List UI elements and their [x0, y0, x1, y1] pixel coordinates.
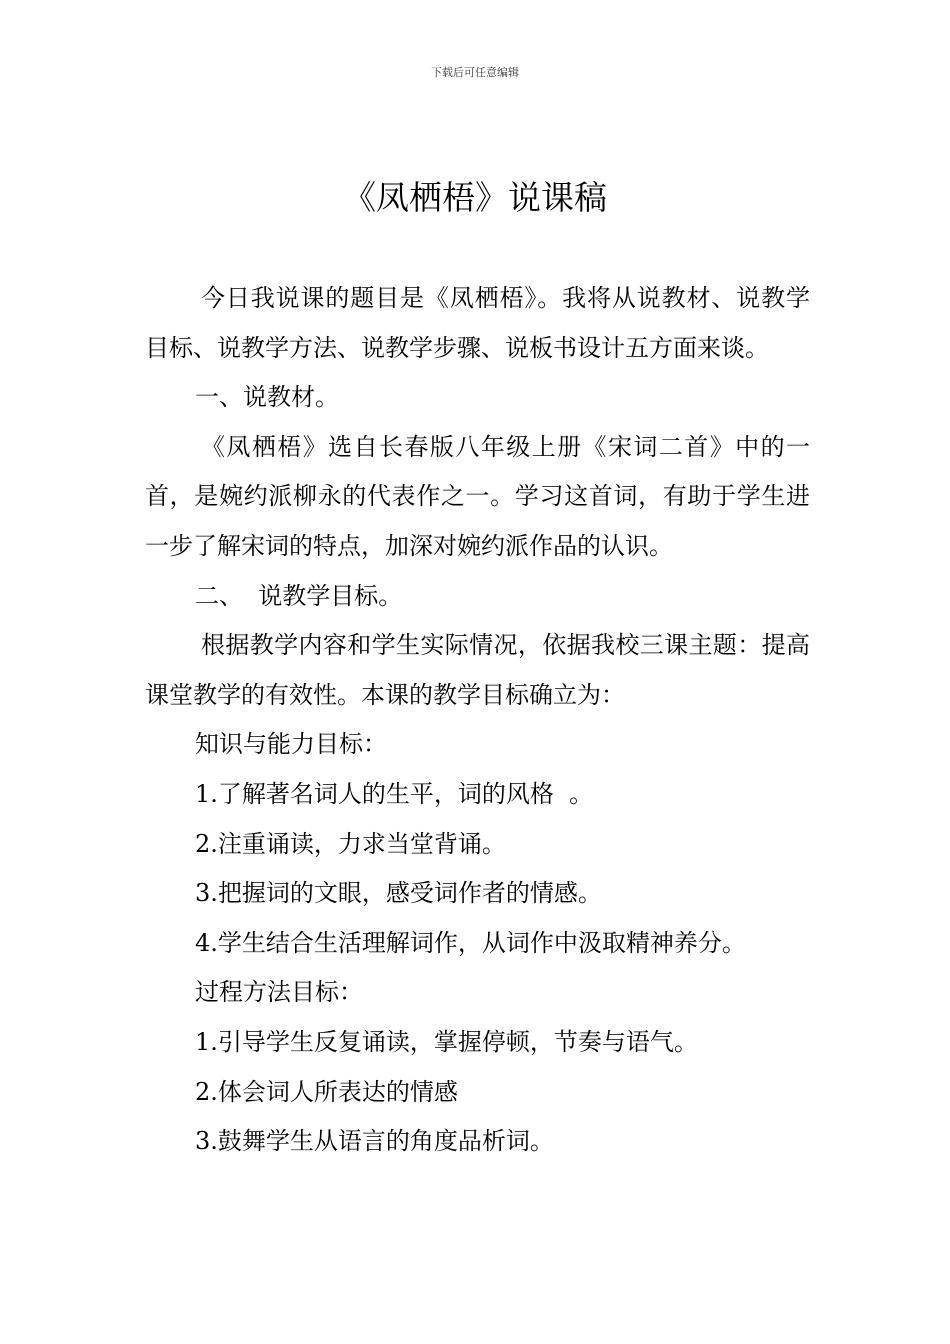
list-item: 1.了解著名词人的生平，词的风格 。	[195, 779, 594, 808]
list-item: 2.体会词人所表达的情感	[195, 1077, 458, 1106]
list-item: 1.引导学生反复诵读，掌握停顿，节奏与语气。	[195, 1027, 698, 1056]
list-item: 3.把握词的文眼，感受词作者的情感。	[195, 879, 602, 908]
objectives-paragraph: 根据教学内容和学生实际情况，依据我校三课主题：提高课堂教学的有效性。本课的教学目标确立为：	[145, 631, 810, 709]
list-item: 2.注重诵读，力求当堂背诵。	[195, 829, 506, 858]
document-body	[145, 274, 810, 1167]
list-item: 4.学生结合生活理解词作，从词作中汲取精神养分。	[195, 928, 746, 957]
process-method-heading: 过程方法目标：	[195, 978, 363, 1007]
textbook-paragraph: 《凤栖梧》选自长春版八年级上册《宋词二首》中的一首，是婉约派柳永的代表作之一。学习这首词，有助于学生进一步了解宋词的特点，加深对婉约派作品的认识。	[145, 432, 810, 560]
document-title: 《凤栖梧》说课稿	[343, 178, 607, 217]
page-header: 下载后可任意编辑	[431, 66, 519, 79]
section-heading-textbook: 一、说教材。	[195, 383, 339, 412]
list-item: 3.鼓舞学生从语言的角度品析词。	[195, 1127, 554, 1156]
section-heading-objectives: 二、 说教学目标。	[195, 581, 403, 610]
intro-paragraph: 今日我说课的题目是《凤栖梧》。我将从说教材、说教学目标、说教学方法、说教学步骤、说板书设计五方面来谈。	[145, 284, 810, 362]
knowledge-ability-heading: 知识与能力目标：	[195, 730, 387, 759]
